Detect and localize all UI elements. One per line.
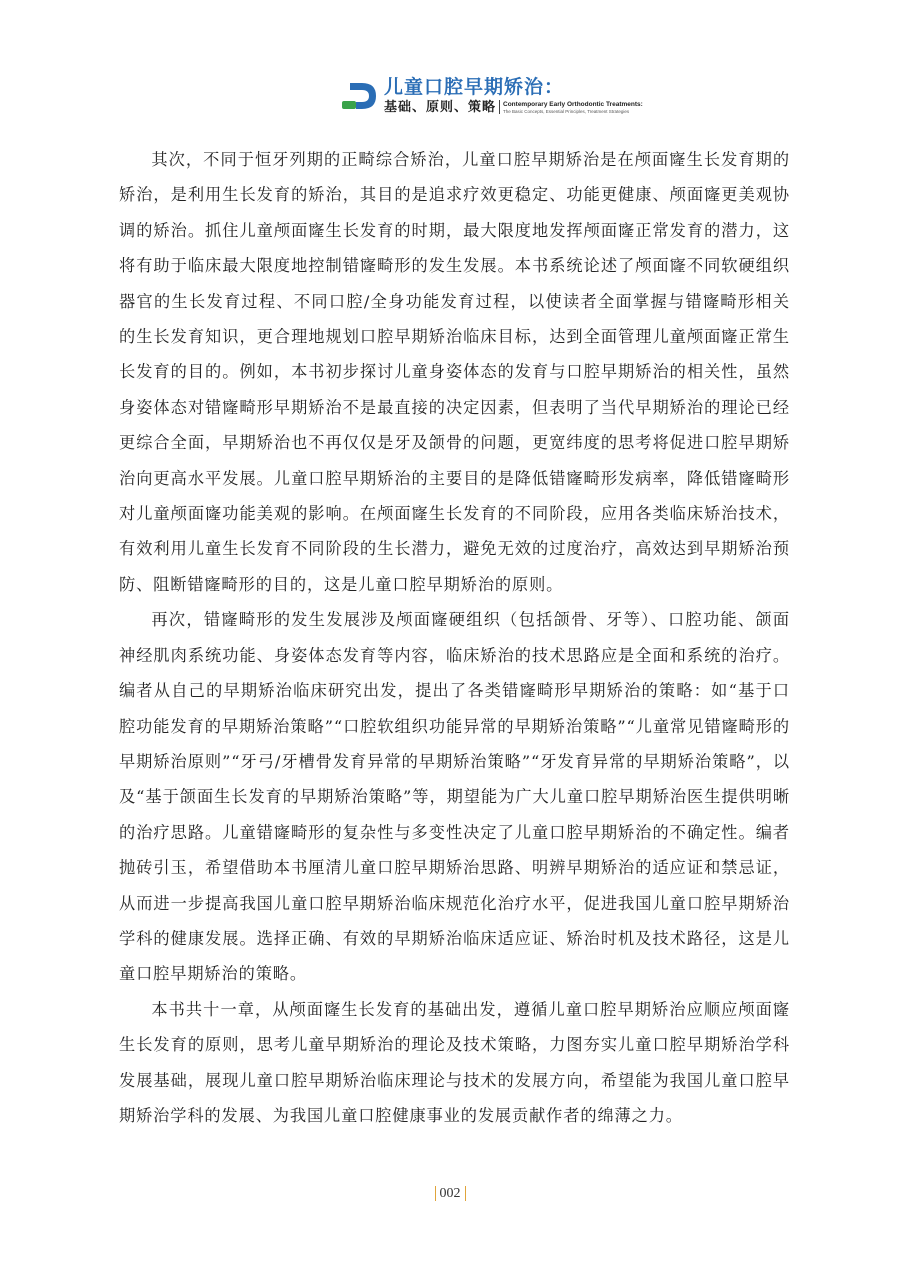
subtitle-en-line-2: The Basic Concepts, Essential Principles, Treatment Strategies (503, 108, 630, 114)
header-title-block (384, 78, 643, 114)
page-number-bar-right (465, 1186, 466, 1201)
book-title: 儿童口腔早期矫治： (384, 76, 565, 98)
D-logo-icon (340, 79, 380, 113)
body-text (119, 142, 790, 1133)
book-header (340, 78, 643, 114)
book-subtitle-cn: 基础、原则、策略 (384, 100, 497, 115)
page-number (0, 1186, 900, 1202)
book-subtitle-en (503, 102, 643, 114)
page-number-bar-left (435, 1186, 436, 1201)
page-number-value: 002 (439, 1186, 461, 1201)
subtitle-en-line-1: Contemporary Early Orthodontic Treatments: (503, 101, 643, 108)
subtitle-divider (499, 100, 500, 114)
paragraph: 其次，不同于恒牙列期的正畸综合矫治，儿童口腔早期矫治是在颅面㝫生长发育期的矫治，是利用生长发育的矫治，其目的是追求疗效更稳定、功能更健康、颅面㝫更美观协调的矫治。抓住儿童颅面㝫生长发育的时期，最大限度地发挥颅面㝫正常发育的潜力，这将有助于临床最大限度地控制错㝫畸形的发生发展。本书系统论述了颅面㝫不同软硬组织器官的生长发育过程、不同口腔/全身功能发育过程，以使读者全面掌握与错㝫畸形相关的生长发育知识，更合理地规划口腔早期矫治临床目标，达到全面管理儿童颅面㝫正常生长发育的目的。例如，本书初步探讨儿童身姿体态的发育与口腔早期矫治的相关性，虽然身姿体态对错㝫畸形早期矫治不是最直接的决定因素，但表明了当代早期矫治的理论已经更综合全面，早期矫治也不再仅仅是牙及颌骨的问题，更宽纬度的思考将促进口腔早期矫治向更高水平发展。儿童口腔早期矫治的主要目的是降低错㝫畸形发病率，降低错㝫畸形对儿童颅面㝫功能美观的影响。在颅面㝫生长发育的不同阶段，应用各类临床矫治技术，有效利用儿童生长发育不同阶段的生长潜力，避免无效的过度治疗，高效达到早期矫治预防、阻断错㝫畸形的目的，这是儿童口腔早期矫治的原则。 (119, 150, 790, 594)
paragraph: 本书共十一章，从颅面㝫生长发育的基础出发，遵循儿童口腔早期矫治应顺应颅面㝫生长发育的原则，思考儿童早期矫治的理论及技术策略，力图夯实儿童口腔早期矫治学科发展基础，展现儿童口腔早期矫治临床理论与技术的发展方向，希望能为我国儿童口腔早期矫治学科的发展、为我国儿童口腔健康事业的发展贡献作者的绵薄之力。 (119, 999, 790, 1125)
paragraph: 再次，错㝫畸形的发生发展涉及颅面㝫硬组织（包括颌骨、牙等）、口腔功能、颌面神经肌肉系统功能、身姿体态发育等内容，临床矫治的技术思路应是全面和系统的治疗。编者从自己的早期矫治临床研究出发，提出了各类错㝫畸形早期矫治的策略：如“基于口腔功能发育的早期矫治策略”“口腔软组织功能异常的早期矫治策略”“儿童常见错㝫畸形的早期矫治原则”“牙弓/牙槽骨发育异常的早期矫治策略”“牙发育异常的早期矫治策略”，以及“基于颌面生长发育的早期矫治策略”等，期望能为广大儿童口腔早期矫治医生提供明晰的治疗思路。儿童错㝫畸形的复杂性与多变性决定了儿童口腔早期矫治的不确定性。编者抛砖引玉，希望借助本书厘清儿童口腔早期矫治思路、明辨早期矫治的适应证和禁忌证，从而进一步提高我国儿童口腔早期矫治临床规范化治疗水平，促进我国儿童口腔早期矫治学科的健康发展。选择正确、有效的早期矫治临床适应证、矫治时机及技术路径，这是儿童口腔早期矫治的策略。 (119, 610, 790, 984)
header-subtitle-row (384, 100, 643, 114)
